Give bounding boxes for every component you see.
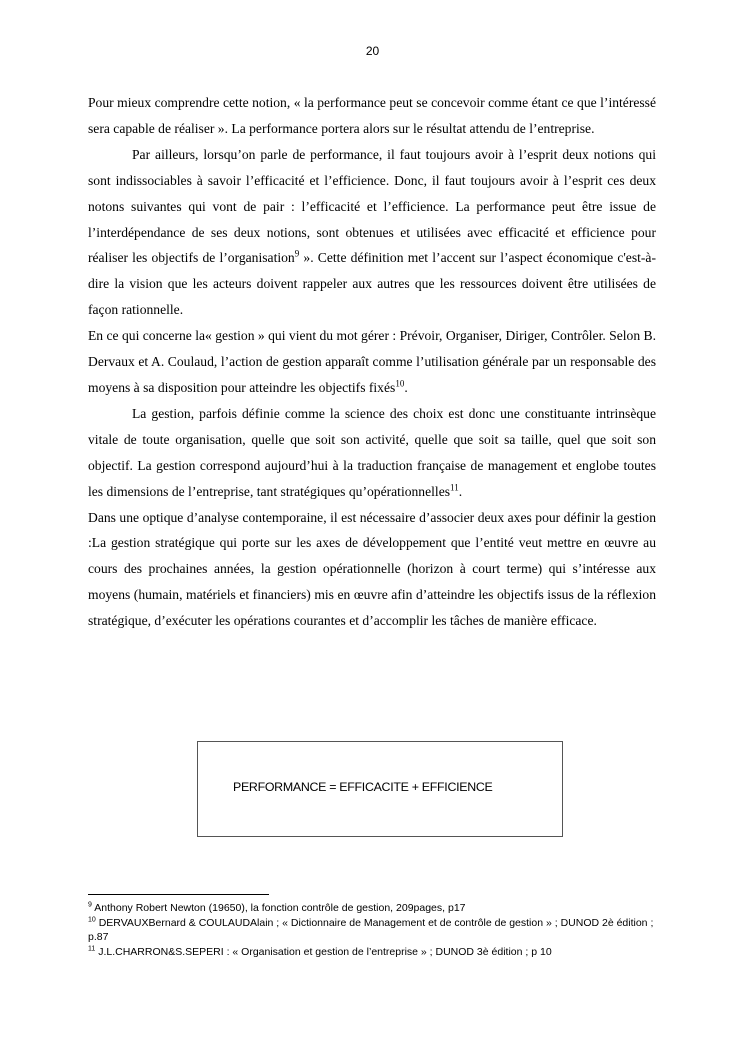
footnote-10	[88, 916, 658, 945]
paragraph-2-text: Par ailleurs, lorsqu’on parle de performance, il faut toujours avoir à l’esprit deux notions qui sont indissociables à savoir l’efficacité et l’efficience. Donc, il faut toujours avoir à l’esprit ces deux notons suivantes qui vont de pair : l’efficacité et l’efficience. La performance peut être issue de l’interdépendance de ses deux notions, sont obtenues et utilisées avec efficacité et efficience pour réaliser les objectifs de l’organisation	[88, 146, 656, 266]
footnote-number: 11	[88, 945, 96, 952]
footnote-number: 10	[88, 916, 96, 923]
formula-text: PERFORMANCE = EFFICACITE + EFFICIENCE	[233, 780, 493, 794]
paragraph-4	[88, 401, 656, 505]
paragraph-4-text-end: .	[458, 483, 463, 499]
paragraph-3-text-end: .	[404, 379, 408, 395]
paragraph-3-text: En ce qui concerne la« gestion » qui vient du mot gérer : Prévoir, Organiser, Diriger, Contrôler. Selon B. Dervaux et A. Coulaud, l’action de gestion apparaît comme l’utilisation générale par un responsable des moyens à sa disposition pour atteindre les objectifs fixés	[88, 328, 656, 395]
paragraph-3	[88, 323, 656, 401]
footnotes	[88, 901, 658, 959]
footnote-11	[88, 945, 658, 960]
page-number: 20	[365, 44, 380, 58]
footnote-text: J.L.CHARRON&S.SEPERI : « Organisation et gestion de l’entreprise » ; DUNOD 3è édition ; p 10	[98, 945, 552, 958]
footnote-9	[88, 901, 658, 916]
footnote-number: 9	[88, 901, 92, 909]
body-text	[88, 90, 656, 634]
paragraph-2	[88, 142, 656, 323]
paragraph-2-text-end: ». Cette définition met l’accent sur l’aspect économique c'est-à-dire la vision que les acteurs doivent rappeler aux autres que les ressources doivent être utilisées de façon rationnelle.	[88, 250, 656, 318]
footnote-text: DERVAUXBernard & COULAUDAlain ; « Dictionnaire de Management et de contrôle de gestion » ; DUNOD 2è édition ; p.87	[88, 916, 654, 943]
paragraph-4-text: La gestion, parfois définie comme la science des choix est donc une constituante intrinsèque vitale de toute organisation, quelle que soit son activité, quelle que soit sa taille, quel que soit son objectif. La gestion correspond aujourd’hui à la traduction française de management et englobe toutes les dimensions de l’entreprise, tant stratégiques qu’opérationnelles	[88, 405, 656, 499]
footnote-text: Anthony Robert Newton (19650), la fonction contrôle de gestion, 209pages, p17	[94, 902, 466, 914]
paragraph-1: Pour mieux comprendre cette notion, « la performance peut se concevoir comme étant ce que l’intéressé sera capable de réaliser ». La performance portera alors sur le résultat attendu de l’entreprise.	[88, 95, 656, 136]
footnote-ref-10[interactable]: 10	[395, 378, 405, 389]
paragraph-5: Dans une optique d’analyse contemporaine, il est nécessaire d’associer deux axes pour définir la gestion :La gestion stratégique qui porte sur les axes de développement que l’entité veut mettre en œuvre au cours des prochaines années, la gestion opérationnelle (horizon à court terme) qui s’intéresse aux moyens (humain, matériels et financiers) mis en œuvre afin d’atteindre les objectifs issus de la réflexion stratégique, d’exécuter les opérations courantes et d’accomplir les tâches de manière efficace.	[88, 509, 656, 629]
footnote-ref-11[interactable]: 11	[450, 482, 459, 493]
footnote-separator	[88, 894, 269, 895]
formula-box	[197, 741, 563, 837]
footnote-ref-9[interactable]: 9	[294, 248, 300, 259]
